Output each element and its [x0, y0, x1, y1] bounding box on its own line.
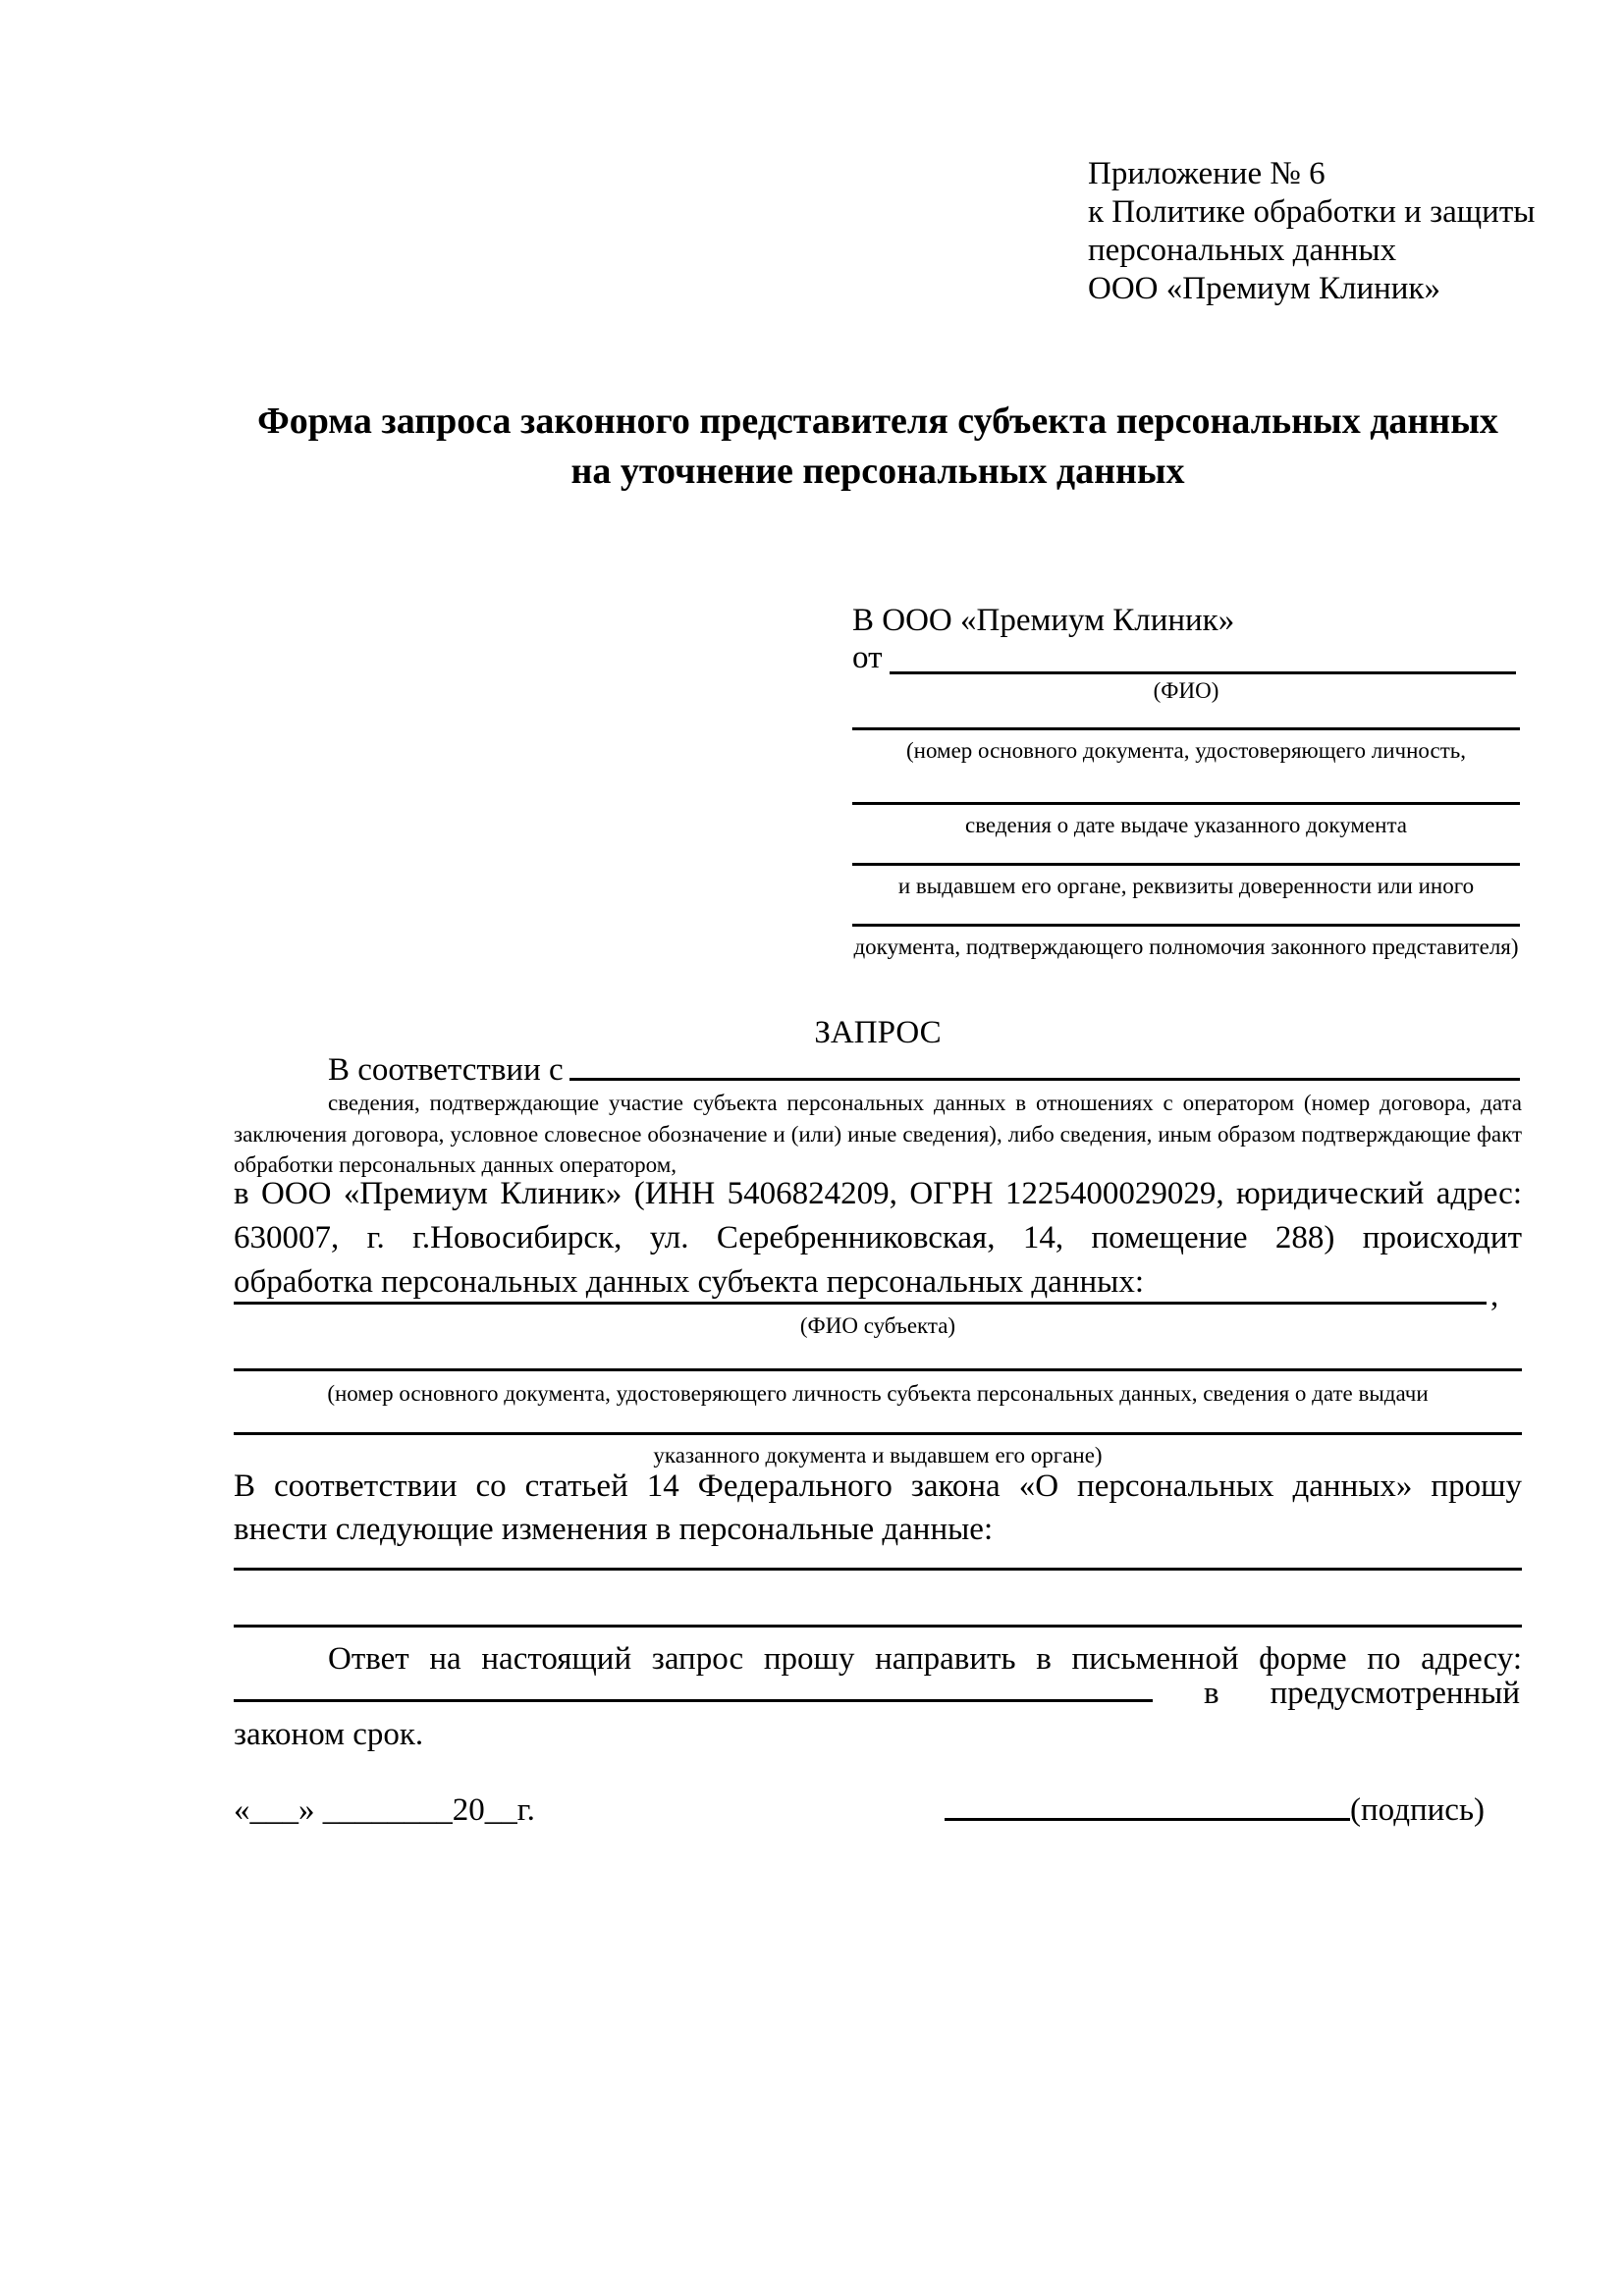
issuer-caption: и выдавшем его органе, реквизиты доверенности или иного [897, 874, 1475, 898]
title-line-2: на уточнение персональных данных [570, 451, 1185, 492]
subject-doc-blank-line-1 [234, 1368, 1522, 1371]
operator-paragraph-line-1: в ООО «Премиум Клиник» (ИНН 5406824209, ОГРН 1225400029029, юридический адрес: [234, 1176, 1522, 1211]
footnote-line-1: сведения, подтверждающие участие субъекта персональных данных в отношениях с оператором (номер договора, дата [328, 1091, 1522, 1115]
accordance-blank-line [569, 1078, 1520, 1081]
fio-caption: (ФИО) [1153, 678, 1219, 703]
annex-line-1: Приложение № 6 [1088, 156, 1326, 191]
subject-fio-caption: (ФИО субъекта) [799, 1313, 956, 1338]
authority-blank-line [852, 924, 1520, 927]
subject-fio-comma: , [1490, 1278, 1499, 1313]
operator-paragraph-line-3: обработка персональных данных субъекта персональных данных: [234, 1264, 1144, 1300]
doc-number-blank-line [852, 727, 1520, 730]
addressee-to: В ООО «Премиум Клиник» [852, 603, 1235, 638]
signature-blank-line [945, 1818, 1350, 1821]
annex-note [1088, 155, 1540, 308]
law-paragraph-line-2: внести следующие изменения в персональные данные: [234, 1512, 994, 1547]
issue-date-blank-line [852, 802, 1520, 805]
accordance-label: В соответствии с [328, 1052, 564, 1088]
reply-tail-word-1: в [1204, 1676, 1219, 1711]
annex-line-3: персональных данных [1088, 233, 1397, 268]
date-blank: «___» ________20__г. [234, 1792, 535, 1828]
from-label: от [852, 640, 883, 675]
document-title [234, 397, 1522, 497]
reply-tail-word-2: предусмотренный [1270, 1676, 1520, 1711]
changes-blank-line-2 [234, 1625, 1522, 1628]
annex-line-2: к Политике обработки и защиты [1088, 194, 1536, 230]
subject-fio-blank-line [234, 1302, 1487, 1305]
authority-caption: документа, подтверждающего полномочия законного представителя) [853, 934, 1519, 959]
law-paragraph-line-1: В соответствии со статьей 14 Федерального закона «О персональных данных» прошу [234, 1468, 1522, 1504]
operator-paragraph-line-2: 630007, г. г.Новосибирск, ул. Серебренниковская, 14, помещение 288) происходит [234, 1220, 1522, 1255]
subject-doc-caption-1: (номер основного документа, удостоверяющего личность субъекта персональных данных, сведения о дате выдачи [327, 1381, 1429, 1406]
changes-blank-line-1 [234, 1568, 1522, 1571]
title-line-1: Форма запроса законного представителя субъекта персональных данных [257, 400, 1498, 442]
signature-caption: (подпись) [1350, 1792, 1485, 1828]
issue-date-caption: сведения о дате выдаче указанного документа [964, 813, 1408, 837]
issuer-blank-line [852, 863, 1520, 866]
footnote-line-2: заключения договора, условное словесное обозначение и (или) иные сведения), либо сведения, иным образом подтверждающие факт [234, 1122, 1522, 1147]
subject-doc-caption-2: указанного документа и выдавшем его органе) [653, 1443, 1103, 1468]
doc-number-caption: (номер основного документа, удостоверяющего личность, [905, 738, 1466, 763]
annex-line-4: ООО «Премиум Клиник» [1088, 271, 1440, 306]
from-blank-line [890, 671, 1516, 674]
request-heading: ЗАПРОС [814, 1015, 942, 1050]
reply-sentence: Ответ на настоящий запрос прошу направить в письменной форме по адресу: [328, 1641, 1522, 1677]
reply-last-line: законом срок. [234, 1717, 424, 1752]
footnote-line-3: обработки персональных данных оператором, [234, 1152, 677, 1177]
subject-doc-blank-line-2 [234, 1432, 1522, 1435]
